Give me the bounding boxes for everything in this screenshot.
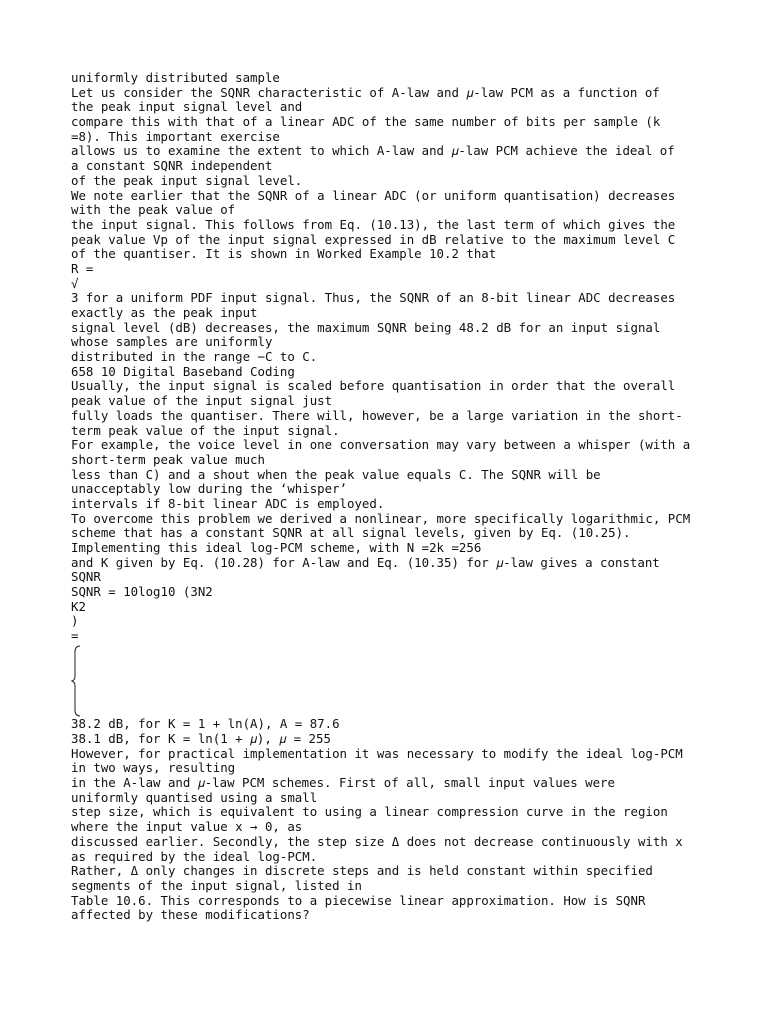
equation-line: 38.1 dB, for K = ln(1 + 𝜇), 𝜇 = 255 [71,731,331,746]
text-line: affected by these modifications? [71,907,310,923]
text-line: where the input value x → 0, as [71,819,303,835]
text-line: exactly as the peak input [71,305,258,320]
text-line: of the peak input signal level. [71,172,303,188]
left-brace-glyph [71,644,711,718]
equation-line: SQNR = 10log10 (3N2 [71,584,213,600]
text-block-after-brace [71,717,711,923]
text-line: whose samples are uniformly [71,334,273,350]
text-line: peak value of the input signal just [71,393,333,409]
text-line: =8). This important exercise [71,128,280,144]
text-line: the peak input signal level and [71,99,303,115]
text-line: segments of the input signal, listed in [71,877,362,893]
text-line: scheme that has a constant SQNR at all signal levels, given by Eq. (10.25). [71,525,631,541]
text-line: uniformly quantised using a small [71,789,318,805]
text-block-before-brace [71,71,711,644]
brace-icon [71,644,83,718]
text-line: uniformly distributed sample [71,70,280,85]
text-line: discussed earlier. Secondly, the step size Δ does not decrease continuously with x [71,833,683,849]
page-header: 658 10 Digital Baseband Coding [71,363,295,379]
equation-line: 38.2 dB, for K = 1 + ln(A), A = 87.6 [71,716,340,732]
equation-line: = [71,628,79,644]
text-line: in the A-law and 𝜇-law PCM schemes. First of all, small input values were [71,775,615,791]
text-line: less than C) and a shout when the peak value equals C. The SQNR will be [71,466,601,482]
text-line: term peak value of the input signal. [71,422,340,438]
text-line: of the quantiser. It is shown in Worked Example 10.2 that [71,246,497,262]
text-line: and K given by Eq. (10.28) for A-law and Eq. (10.35) for 𝜇-law gives a constant [71,554,660,570]
text-line: signal level (dB) decreases, the maximum SQNR being 48.2 dB for an input signal [71,319,661,335]
text-line: We note earlier that the SQNR of a linear ADC (or uniform quantisation) decreases [71,187,676,203]
equation-line: K2 [71,598,86,614]
text-line: unacceptably low during the ‘whisper’ [71,481,348,497]
text-line: However, for practical implementation it was necessary to modify the ideal log-PCM [71,745,683,761]
text-line: fully loads the quantiser. There will, however, be a large variation in the short- [71,407,683,423]
text-line: 3 for a uniform PDF input signal. Thus, the SQNR of an 8-bit linear ADC decreases [71,290,676,306]
equation-line: ) [71,613,79,629]
text-line: Implementing this ideal log-PCM scheme, with N =2k =256 [71,540,482,555]
text-line: intervals if 8-bit linear ADC is employed. [71,495,385,511]
text-line: compare this with that of a linear ADC of the same number of bits per sample (k [71,114,661,130]
text-line: distributed in the range −C to C. [71,349,318,365]
text-line: Usually, the input signal is scaled before quantisation in order that the overall [71,378,676,394]
document-page [71,71,711,923]
text-line: short-term peak value much [71,451,265,467]
text-line: For example, the voice level in one conversation may vary between a whisper (with a [71,437,691,453]
text-line: To overcome this problem we derived a nonlinear, more specifically logarithmic, PCM [71,510,691,526]
text-line: SQNR [71,569,101,585]
text-line: in two ways, resulting [71,760,236,776]
text-line: Let us consider the SQNR characteristic of A-law and 𝜇-law PCM as a function of [71,84,660,100]
text-line: the input signal. This follows from Eq. (10.13), the last term of which gives the [71,216,676,232]
text-line: step size, which is equivalent to using a linear compression curve in the region [71,804,668,820]
text-line: a constant SQNR independent [71,158,273,174]
text-line: R = [71,260,94,276]
text-line: as required by the ideal log-PCM. [71,848,318,864]
text-line: Rather, Δ only changes in discrete steps and is held constant within specified [71,863,653,879]
text-line: Table 10.6. This corresponds to a piecewise linear approximation. How is SQNR [71,892,646,908]
text-line: √ [71,275,79,291]
text-line: allows us to examine the extent to which A-law and 𝜇-law PCM achieve the ideal of [71,143,675,159]
text-line: peak value Vp of the input signal expressed in dB relative to the maximum level C [71,231,676,247]
text-line: with the peak value of [71,202,236,218]
